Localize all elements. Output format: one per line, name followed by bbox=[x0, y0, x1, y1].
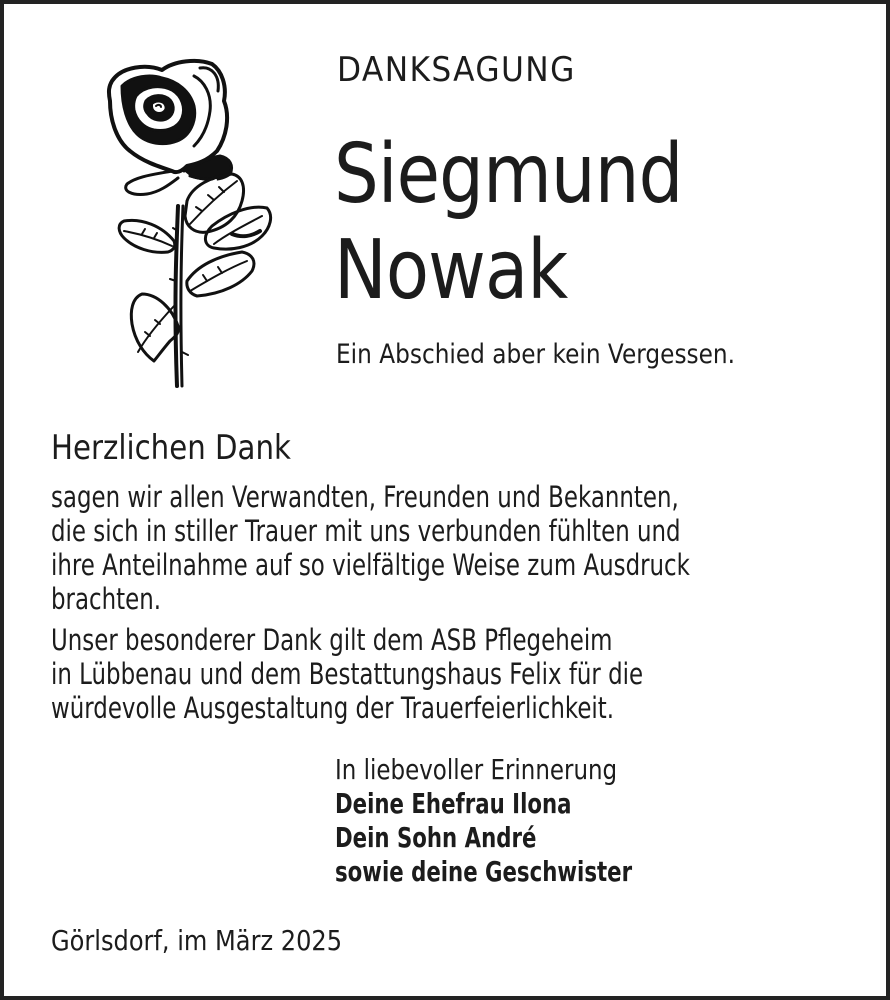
signature-line-text: Deine Ehefrau Ilona bbox=[335, 787, 572, 820]
last-name-text: Nowak bbox=[334, 223, 568, 318]
kicker-text: DANKSAGUNG bbox=[337, 50, 576, 90]
body-line-text: in Lübbenau und dem Bestattungshaus Felix für die bbox=[51, 657, 644, 691]
body-line-text: die sich in stiller Trauer mit uns verbunden fühlten und bbox=[51, 514, 681, 548]
signature-line bbox=[335, 788, 646, 820]
signature-line-text: Dein Sohn André bbox=[335, 821, 537, 854]
notice-kicker bbox=[337, 52, 596, 88]
place-date-text: Görlsdorf, im März 2025 bbox=[51, 924, 343, 957]
body-line-text: Unser besonderer Dank gilt dem ASB Pflegeheim bbox=[51, 623, 613, 657]
deceased-first-name bbox=[334, 127, 739, 222]
motto-text: Ein Abschied aber kein Vergessen. bbox=[336, 339, 736, 370]
signature-line bbox=[335, 822, 600, 854]
body-line bbox=[51, 480, 846, 514]
greeting-heading bbox=[51, 428, 330, 468]
deceased-last-name bbox=[334, 223, 605, 318]
signature-line bbox=[335, 856, 726, 888]
body-line-text: würdevolle Ausgestaltung der Trauerfeierlichkeit. bbox=[51, 691, 615, 725]
body-line bbox=[51, 657, 801, 691]
signature-line-text: sowie deine Geschwister bbox=[335, 855, 633, 888]
motto bbox=[336, 338, 800, 372]
signature-intro-text: In liebevoller Erinnerung bbox=[335, 753, 618, 786]
body-line bbox=[51, 623, 762, 657]
body-line-text: ihre Anteilnahme auf so vielfältige Weise zum Ausdruck bbox=[51, 548, 690, 582]
body-line-text: sagen wir allen Verwandten, Freunden und Bekannten, bbox=[51, 480, 679, 514]
rose-icon bbox=[102, 56, 277, 391]
place-date bbox=[51, 924, 389, 958]
signature-intro bbox=[335, 754, 679, 786]
body-line bbox=[51, 548, 860, 582]
greeting-text: Herzlichen Dank bbox=[51, 428, 291, 468]
body-line bbox=[51, 691, 764, 725]
body-line-text: brachten. bbox=[51, 582, 162, 616]
body-line bbox=[51, 514, 848, 548]
body-line bbox=[51, 582, 190, 616]
first-name-text: Siegmund bbox=[334, 127, 683, 222]
